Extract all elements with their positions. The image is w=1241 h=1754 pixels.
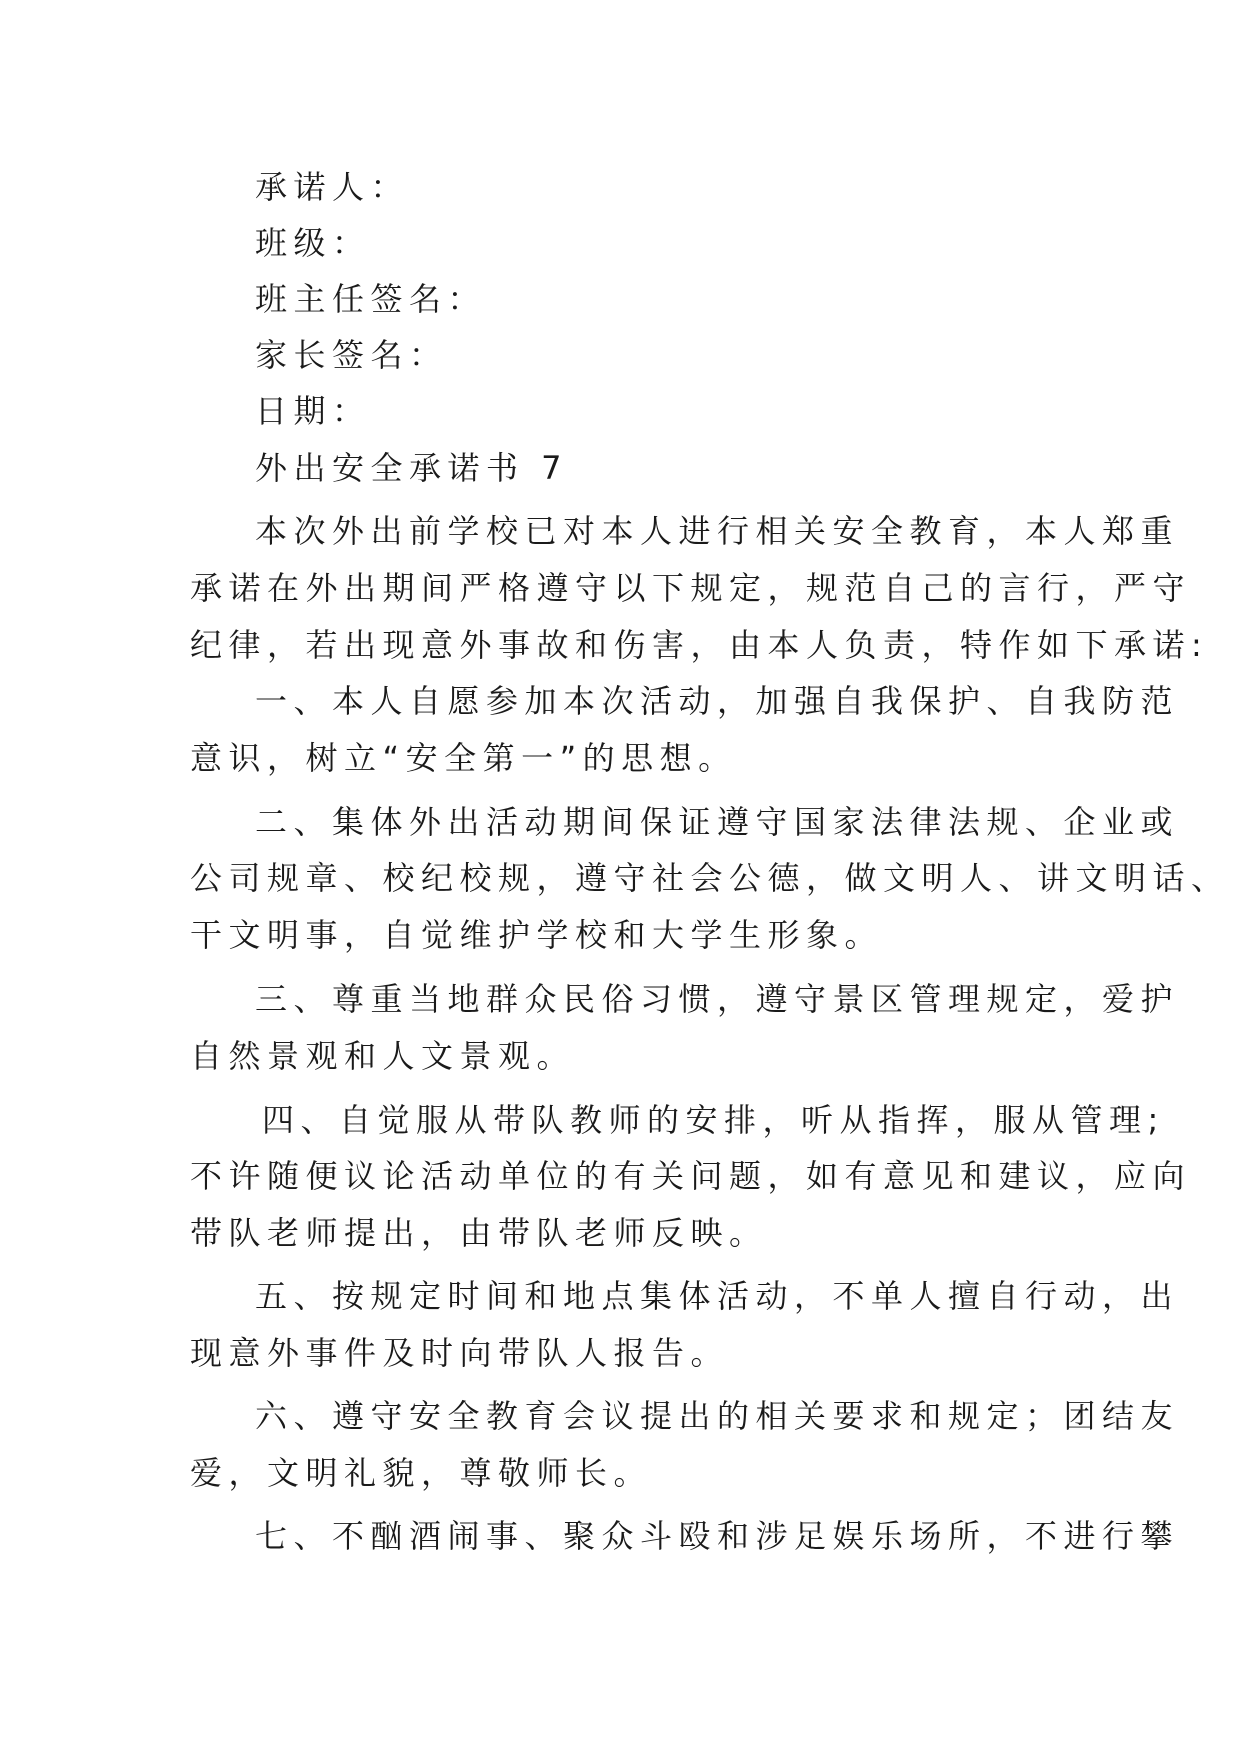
paragraph-line: 一、本人自愿参加本次活动，加强自我保护、自我防范	[255, 682, 1180, 720]
promisor-signature-line: 承诺人：	[255, 168, 410, 206]
paragraph-line: 七、不酗酒闹事、聚众斗殴和涉足娱乐场所，不进行攀	[255, 1517, 1180, 1555]
paragraph-line: 干文明事，自觉维护学校和大学生形象。	[190, 916, 884, 954]
paragraph-line: 带队老师提出，由带队老师反映。	[190, 1214, 768, 1252]
date-line: 日期：	[255, 392, 371, 430]
section-title: 外出安全承诺书 7	[255, 449, 569, 487]
paragraph-line: 四、自觉服从带队教师的安排，听从指挥，服从管理;	[262, 1101, 1165, 1139]
paragraph-line: 承诺在外出期间严格遵守以下规定，规范自己的言行，严守	[190, 569, 1192, 607]
head-teacher-signature-line: 班主任签名：	[255, 280, 487, 318]
paragraph-line: 现意外事件及时向带队人报告。	[190, 1334, 730, 1372]
paragraph-line: 纪律，若出现意外事故和伤害，由本人负责，特作如下承诺:	[190, 626, 1209, 664]
paragraph-line: 爱，文明礼貌，尊敬师长。	[190, 1454, 653, 1492]
paragraph-line: 自然景观和人文景观。	[190, 1037, 576, 1075]
paragraph-line: 本次外出前学校已对本人进行相关安全教育，本人郑重	[255, 512, 1180, 550]
paragraph-line: 五、按规定时间和地点集体活动，不单人擅自行动，出	[255, 1277, 1180, 1315]
paragraph-line: 二、集体外出活动期间保证遵守国家法律法规、企业或	[255, 803, 1180, 841]
class-line: 班级：	[255, 224, 371, 262]
paragraph-line: 不许随便议论活动单位的有关问题，如有意见和建议，应向	[190, 1157, 1192, 1195]
paragraph-line: 六、遵守安全教育会议提出的相关要求和规定；团结友	[255, 1397, 1180, 1435]
parent-signature-line: 家长签名：	[255, 336, 448, 374]
paragraph-line: 三、尊重当地群众民俗习惯，遵守景区管理规定，爱护	[255, 980, 1180, 1018]
paragraph-line: 意识，树立“安全第一”的思想。	[190, 739, 737, 777]
paragraph-line: 公司规章、校纪校规，遵守社会公德，做文明人、讲文明话、	[190, 859, 1230, 897]
